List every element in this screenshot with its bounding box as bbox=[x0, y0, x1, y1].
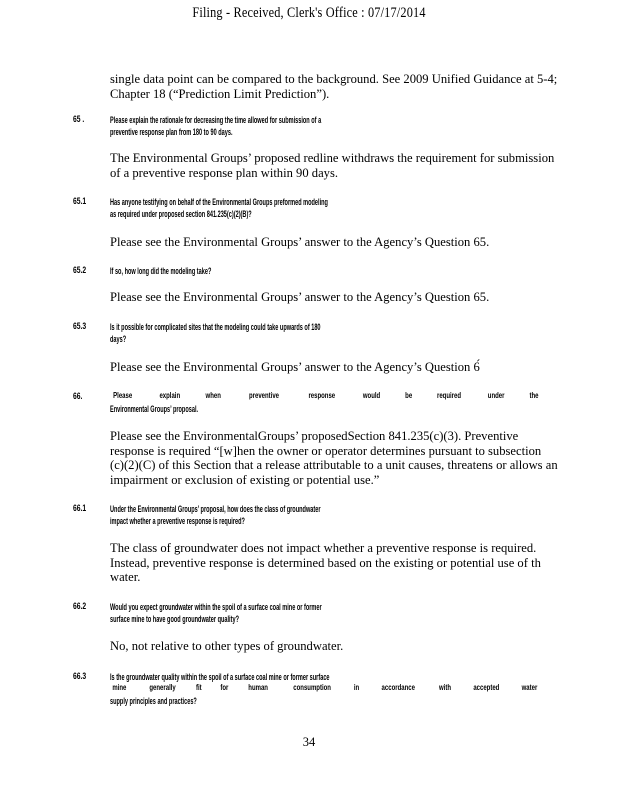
answer-66-line-4: impairment or exclusion of existing or potential use.” bbox=[110, 472, 380, 487]
q663-word: water bbox=[521, 683, 538, 692]
question-66-1-number: 66.1 bbox=[73, 503, 87, 513]
answer-65-line-1: The Environmental Groups’ proposed redline withdraws the requirement for submission bbox=[110, 151, 555, 165]
q663-word: fit bbox=[196, 683, 203, 692]
question-66-3-number: 66.3 bbox=[73, 671, 87, 681]
q663-word: with bbox=[438, 683, 451, 692]
question-66-line-2: Environmental Groups’ proposal. bbox=[110, 404, 199, 414]
answer-66-1-line-1: The class of groundwater does not impact whether a preventive response is required. bbox=[110, 541, 537, 555]
q66-word: explain bbox=[159, 391, 180, 400]
q66-word: under bbox=[488, 391, 505, 400]
q663-word: generally bbox=[148, 683, 176, 692]
answer-66-1-line-2: Instead, preventive response is determined based on the existing or potential use of th bbox=[110, 555, 541, 570]
question-66-3-line-3: supply principles and practices? bbox=[110, 696, 197, 706]
q66-word: when bbox=[205, 391, 222, 400]
q663-word: mine bbox=[112, 683, 127, 692]
question-65-1-line-2: as required under proposed section 841.235(c)(2)(B)? bbox=[110, 209, 252, 219]
answer-66-line-2: response is required “[w]hen the owner or operator determines pursuant to subsection bbox=[110, 443, 542, 458]
q663-word: consumption bbox=[293, 683, 332, 692]
answer-66-line-3: (c)(2)(C) of this Section that a release attributable to a unit causes, threatens or allows an bbox=[110, 458, 558, 472]
question-65-2-line-1: If so, how long did the modeling take? bbox=[110, 266, 212, 276]
question-65-line-2: preventive response plan from 180 to 90 days. bbox=[110, 127, 233, 137]
answer-65-line-2: of a preventive response plan within 90 days. bbox=[110, 165, 339, 180]
question-65-1-line-1: Has anyone testifying on behalf of the Environmental Groups preformed modeling bbox=[110, 197, 328, 207]
q66-word: required bbox=[437, 391, 462, 400]
answer-66-1 bbox=[110, 541, 602, 585]
question-66-2-number: 66.2 bbox=[73, 601, 87, 611]
answer-65-1: Please see the Environmental Groups’ answer to the Agency’s Question 65. bbox=[110, 235, 490, 249]
answer-66 bbox=[110, 429, 602, 487]
question-66-1-line-1: Under the Environmental Groups’ proposal, how does the class of groundwater bbox=[110, 504, 321, 514]
filing-header: Filing - Received, Clerk's Office : 07/17/2014 bbox=[192, 5, 426, 21]
q66-word: preventive bbox=[249, 391, 280, 400]
question-65-3-line-1: Is it possible for complicated sites that the modeling could take upwards of 180 bbox=[110, 322, 321, 332]
intro-line-1: single data point can be compared to the background. See 2009 Unified Guidance at 5-4; bbox=[110, 72, 558, 86]
question-66-2-line-1: Would you expect groundwater within the spoil of a surface coal mine or former bbox=[110, 602, 322, 612]
question-66-number: 66. bbox=[73, 391, 83, 401]
q66-word: response bbox=[308, 391, 336, 400]
answer-66-1-line-3: water. bbox=[110, 570, 141, 584]
q663-word: accepted bbox=[472, 683, 499, 692]
question-66-line-1 bbox=[110, 391, 540, 400]
answer-65 bbox=[110, 151, 602, 180]
q663-word: human bbox=[248, 683, 269, 692]
answer-66-2: No, not relative to other types of groundwater. bbox=[110, 639, 344, 653]
answer-65-3: Please see the Environmental Groups’ answer to the Agency’s Question 6́ bbox=[110, 360, 480, 374]
question-65-number: 65 . bbox=[73, 114, 85, 124]
question-65-1-number: 65.1 bbox=[73, 196, 87, 206]
question-65-2-number: 65.2 bbox=[73, 265, 87, 275]
intro-line-2: Chapter 18 (“Prediction Limit Prediction”). bbox=[110, 86, 330, 101]
question-65-line-1: Please explain the rationale for decreasing the time allowed for submission of a bbox=[110, 115, 322, 125]
q663-word: for bbox=[220, 683, 229, 692]
q66-word: be bbox=[404, 391, 412, 400]
intro-paragraph bbox=[110, 72, 602, 101]
question-65-3-number: 65.3 bbox=[73, 321, 87, 331]
question-65-3-line-2: days? bbox=[110, 334, 127, 344]
question-66-3-line-2 bbox=[110, 683, 540, 692]
q663-word: in bbox=[354, 683, 360, 692]
question-66-2-line-2: surface mine to have good groundwater quality? bbox=[110, 614, 239, 624]
answer-66-line-1: Please see the EnvironmentalGroups’ proposedSection 841.235(c)(3). Preventive bbox=[110, 429, 519, 443]
answer-65-2: Please see the Environmental Groups’ answer to the Agency’s Question 65. bbox=[110, 290, 490, 304]
q66-word: Please bbox=[113, 391, 133, 400]
page-number: 34 bbox=[302, 735, 316, 749]
q66-word: would bbox=[363, 391, 381, 400]
question-66-3-line-1: Is the groundwater quality within the spoil of a surface coal mine or former surface bbox=[110, 672, 330, 682]
q66-word: the bbox=[529, 391, 539, 400]
q663-word: accordance bbox=[381, 683, 416, 692]
question-66-1-line-2: impact whether a preventive response is required? bbox=[110, 516, 245, 526]
